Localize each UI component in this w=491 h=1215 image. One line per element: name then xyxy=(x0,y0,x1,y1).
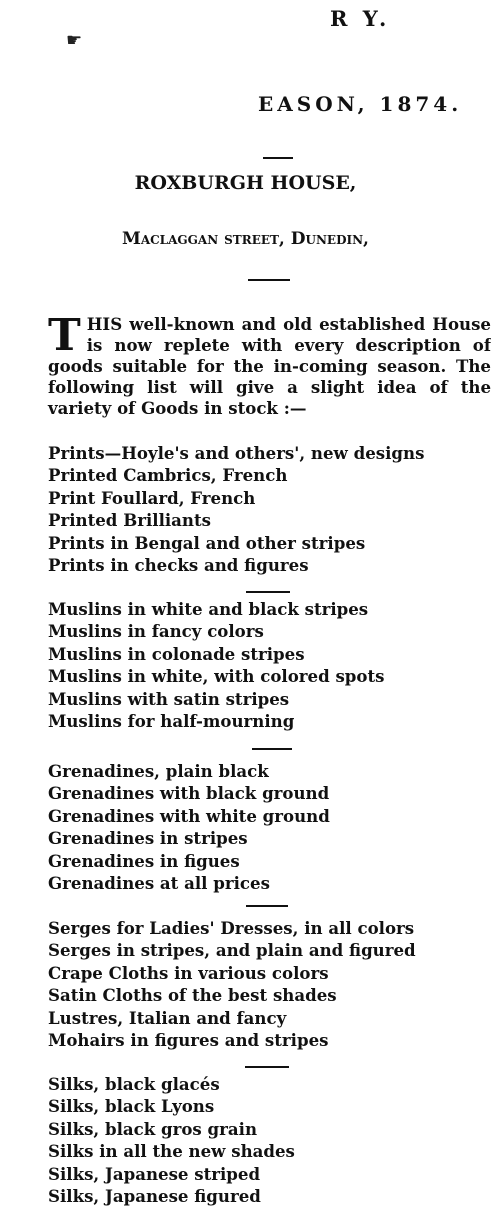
list-item: Muslins in fancy colors xyxy=(48,621,264,642)
goods-list-serges xyxy=(48,917,491,1051)
section-divider xyxy=(252,748,292,750)
list-item: Print Foullard, French xyxy=(48,487,256,508)
list-item: Muslins in white and black stripes xyxy=(48,599,369,619)
list-item: Grenadines with black ground xyxy=(48,783,330,804)
masthead-fragment: R Y. xyxy=(330,6,391,31)
list-item: Printed Brilliants xyxy=(48,510,211,531)
printers-hand-icon: ☛ xyxy=(66,30,83,51)
list-item: Grenadines at all prices xyxy=(48,872,270,893)
list-item: Silks, black gros grain xyxy=(48,1118,258,1139)
list-item: Prints in Bengal and other stripes xyxy=(48,532,366,553)
list-item: Serges for Ladies' Dresses, in all colors xyxy=(48,918,415,938)
list-item: Prints—Hoyle's and others', new designs xyxy=(48,443,425,463)
address-line: Maclaggan street, Dunedin, xyxy=(122,229,369,249)
section-divider xyxy=(246,591,290,593)
list-item: Muslins with satin stripes xyxy=(48,688,290,709)
list-item: Satin Cloths of the best shades xyxy=(48,985,337,1006)
section-divider xyxy=(246,905,288,907)
goods-list-silks xyxy=(48,1073,491,1207)
drop-cap: T xyxy=(48,310,81,361)
list-item: Crape Cloths in various colors xyxy=(48,962,329,983)
goods-list-grenadines xyxy=(48,760,491,894)
list-item: Mohairs in figures and stripes xyxy=(48,1029,329,1050)
divider-rule xyxy=(248,279,290,281)
goods-list-muslins xyxy=(48,598,491,732)
list-item: Printed Cambrics, French xyxy=(48,465,288,486)
list-item: Silks, Japanese striped xyxy=(48,1163,261,1184)
list-item: Serges in stripes, and plain and figured xyxy=(48,940,416,961)
list-item: Muslins in colonade stripes xyxy=(48,643,305,664)
list-item: Grenadines in stripes xyxy=(48,828,248,849)
section-divider xyxy=(245,1066,289,1068)
house-name-heading: ROXBURGH HOUSE, xyxy=(134,172,357,194)
season-heading: EASON, 1874. xyxy=(258,92,463,116)
list-item: Silks, Japanese figured xyxy=(48,1185,261,1206)
list-item: Grenadines with white ground xyxy=(48,805,330,826)
list-item: Muslins for half-mourning xyxy=(48,710,295,731)
list-item: Silks, black Lyons xyxy=(48,1096,215,1117)
intro-text: HIS well-known and old established House is now replete with every description of goods suitable for the in-coming season. The following list will give a slight idea of the variety of Goods in stock :— xyxy=(48,314,491,418)
intro-paragraph xyxy=(48,310,491,419)
list-item: Grenadines in figues xyxy=(48,850,240,871)
goods-list-prints xyxy=(48,442,491,576)
list-item: Grenadines, plain black xyxy=(48,761,269,781)
list-item: Prints in checks and figures xyxy=(48,554,309,575)
list-item: Silks, black glacés xyxy=(48,1074,220,1094)
list-item: Muslins in white, with colored spots xyxy=(48,666,385,687)
divider-rule xyxy=(263,157,293,159)
list-item: Lustres, Italian and fancy xyxy=(48,1007,287,1028)
list-item: Silks in all the new shades xyxy=(48,1141,295,1162)
